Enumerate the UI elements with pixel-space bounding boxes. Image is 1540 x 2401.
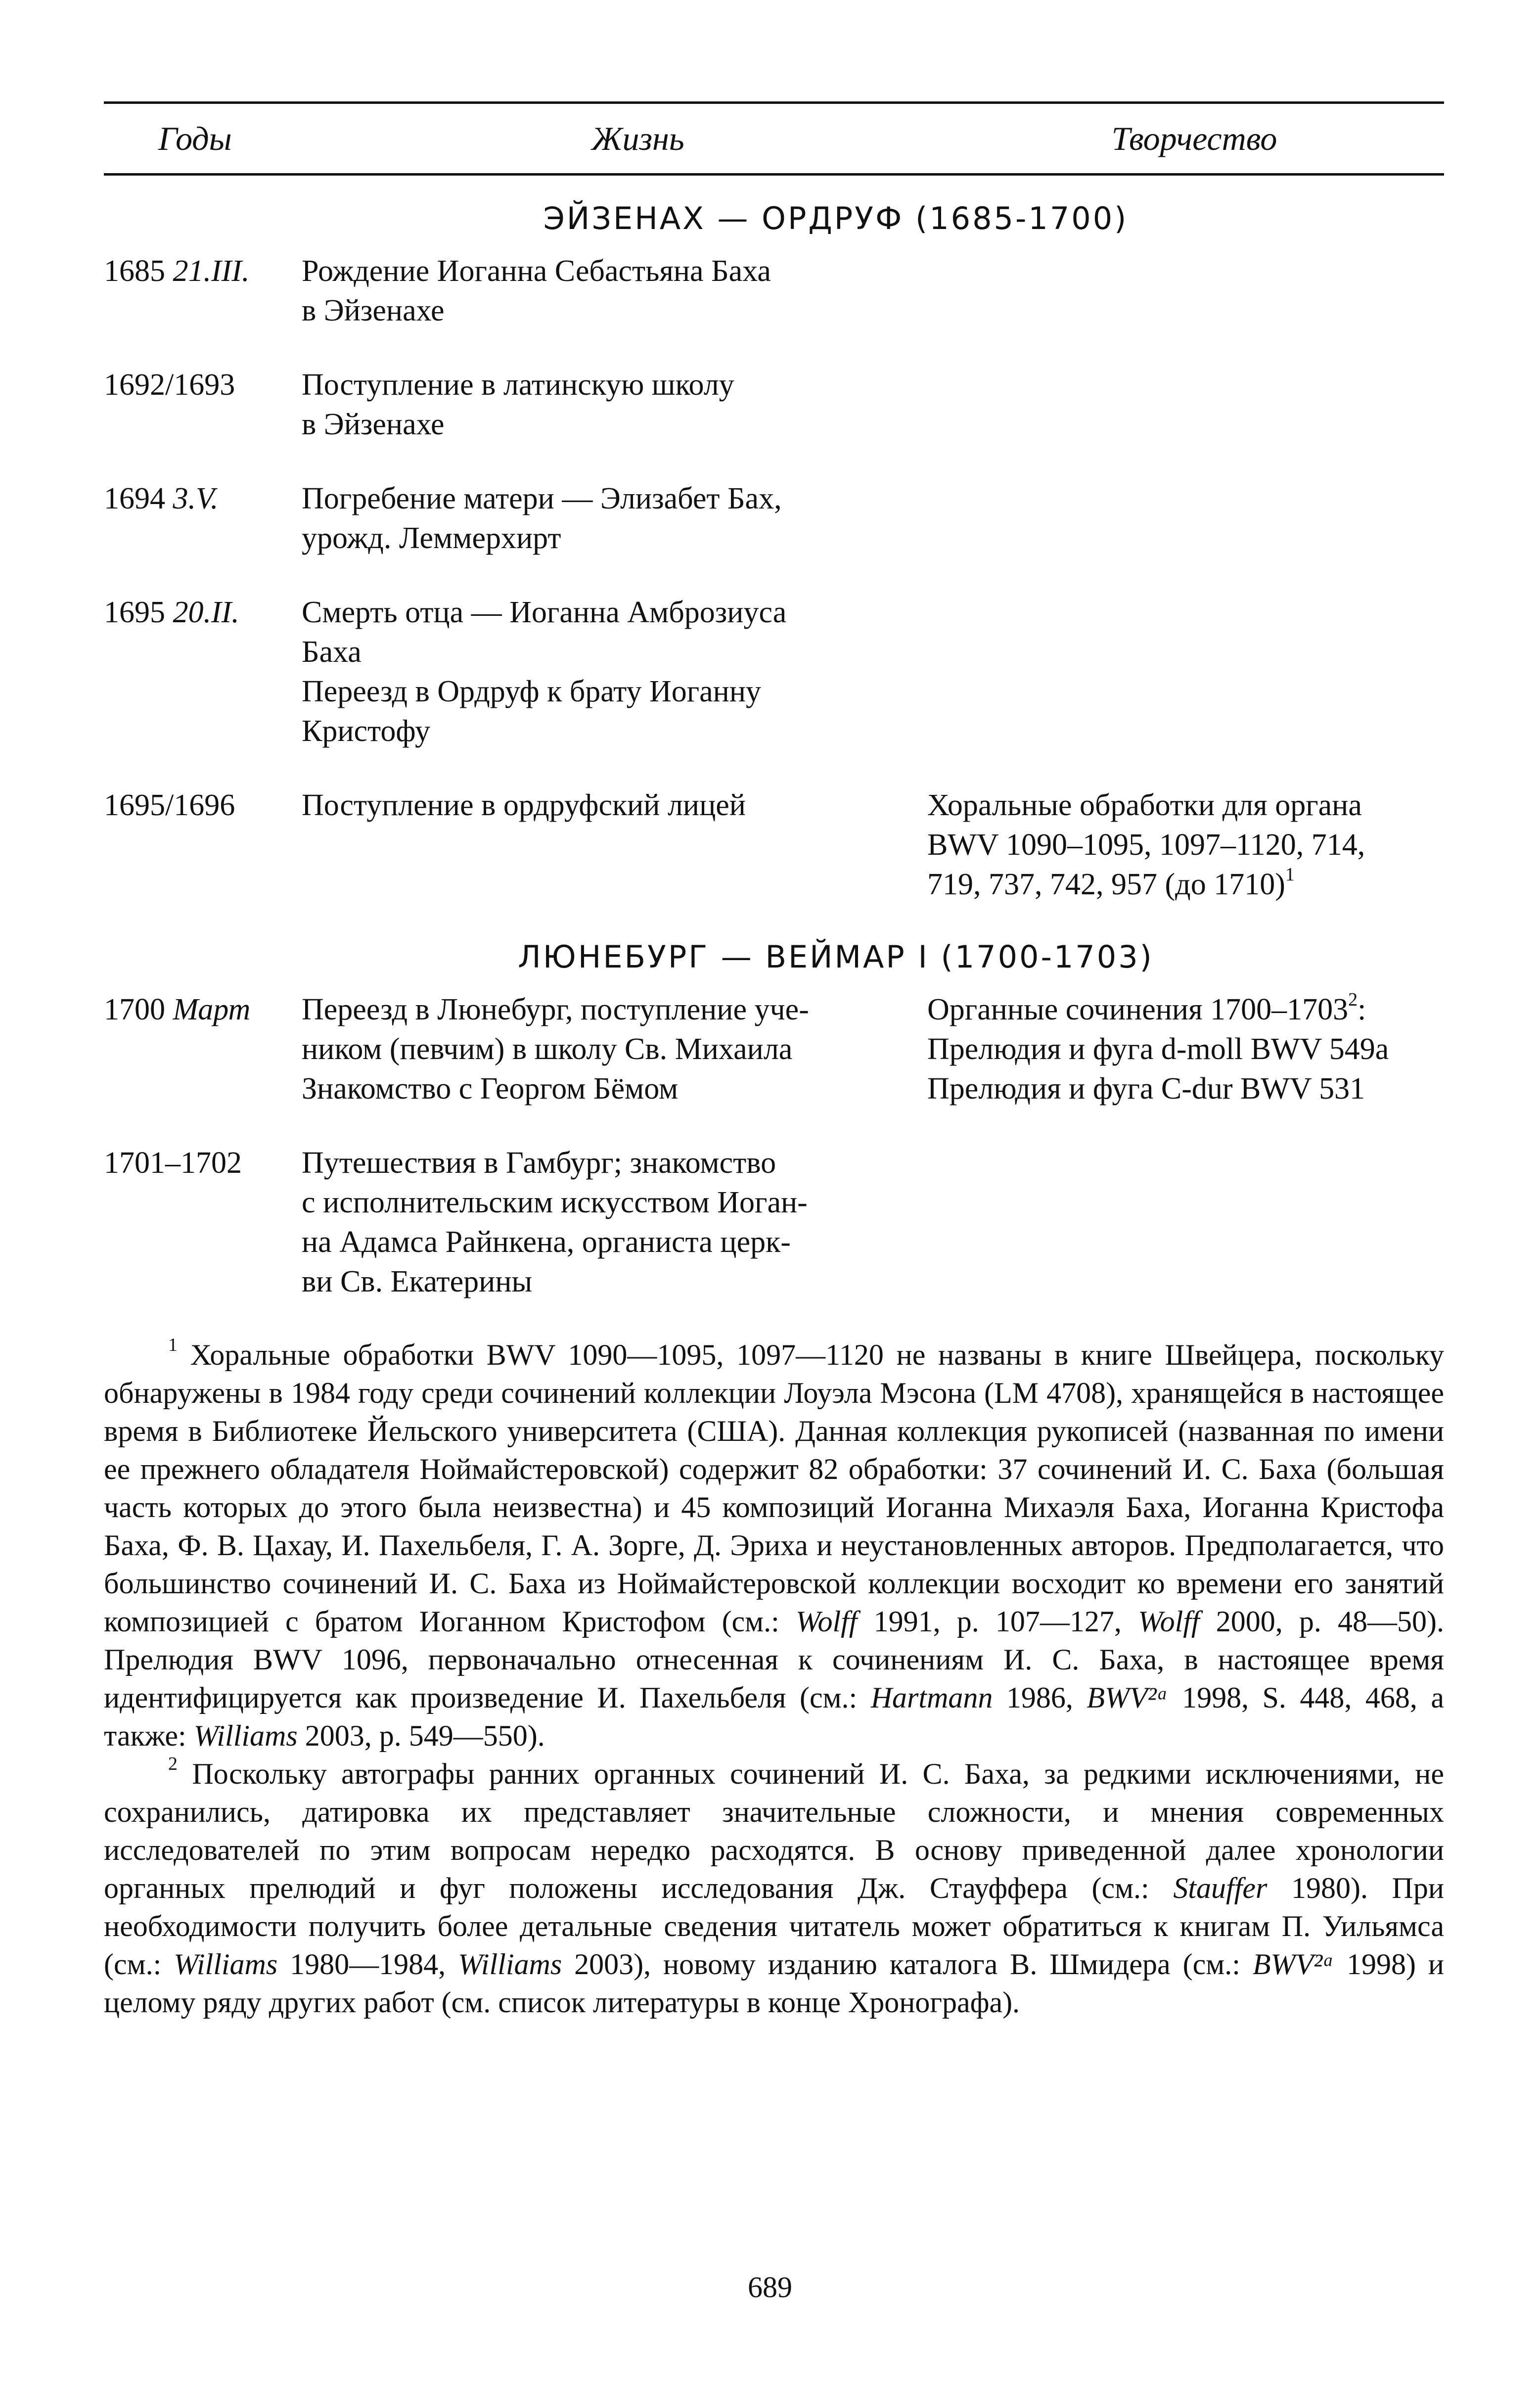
chronology-row <box>104 1143 1444 1301</box>
chronology-row <box>104 593 1444 751</box>
row-life <box>302 251 890 330</box>
row-life <box>302 365 890 444</box>
life-line: ником (певчим) в школу Св. Михаила <box>302 1032 793 1066</box>
life-line: Рождение Иоганна Себастьяна Баха <box>302 254 771 288</box>
life-line: с исполнительским искусством Иоган- <box>302 1186 808 1219</box>
footnote-number: 2 <box>168 1754 178 1774</box>
row-year <box>104 593 302 751</box>
footnote-ref: 1 <box>1285 864 1295 885</box>
works-line: Хоральные обработки для органа <box>927 788 1362 822</box>
year-value: 1701–1702 <box>104 1146 242 1180</box>
chronology-row <box>104 365 1444 444</box>
row-year <box>104 365 302 444</box>
year-value: 1694 <box>104 482 165 515</box>
citation-author: Hartmann <box>870 1681 993 1714</box>
year-value: 1695 <box>104 596 165 629</box>
footnote-number: 1 <box>168 1335 178 1355</box>
year-date: Март <box>173 993 251 1026</box>
row-year <box>104 990 302 1108</box>
row-life <box>302 990 890 1108</box>
works-line: BWV 1090–1095, 1097–1120, 714, <box>927 828 1365 862</box>
life-line: урожд. Леммерхирт <box>302 521 561 555</box>
citation-author: Williams <box>193 1719 298 1752</box>
life-line: Путешествия в Гамбург; знакомство <box>302 1146 776 1180</box>
row-life <box>302 1143 890 1301</box>
row-life <box>302 785 890 904</box>
citation-author: BWV²ᵃ <box>1252 1948 1335 1981</box>
chronology-row <box>104 479 1444 558</box>
chronology-row <box>104 785 1444 904</box>
page-number: 689 <box>748 2271 792 2304</box>
year-date: 20.II. <box>173 596 239 629</box>
row-life <box>302 479 890 558</box>
header-life: Жизнь <box>591 119 684 157</box>
works-line: 719, 737, 742, 957 (до 1710)$^1$ <box>927 864 1295 901</box>
rows-eisenach <box>104 251 1444 904</box>
row-works <box>927 785 1444 904</box>
life-line: Кристофу <box>302 714 430 748</box>
chronology-row <box>104 251 1444 330</box>
section-title-eisenach: ЭЙЗЕНАХ — ОРДРУФ (1685-1700) <box>543 200 1129 236</box>
works-line: Прелюдия и фуга C-dur BWV 531 <box>927 1072 1365 1106</box>
citation-author: Williams <box>174 1948 278 1981</box>
citation-author: Williams <box>458 1948 562 1981</box>
life-line: ви Св. Екатерины <box>302 1265 533 1298</box>
footnote: $^2$ Поскольку автографы ранних органных сочинений И. С. Баха, за редкими исключениями, не сохранились, датировка их представляет значительные сложности, и мнения современных исследователей по этим вопросам нередко расходятся. В основу приведенной далее хронологии органных прелюдий и фуг положены исследования Дж. Стауффера (см.: Stauffer 1980). При необходимости получить более детальные сведения читатель может обратиться к книгам П. Уильямса (см.: Williams 1980—1984, Williams 2003), новому изданию каталога В. Шмидера (см.: BWV²ᵃ 1998) и целому ряду других работ (см. список литературы в конце Хронографа). <box>104 1754 1445 2019</box>
row-year <box>104 785 302 904</box>
row-works <box>927 990 1444 1108</box>
year-value: 1700 <box>104 993 165 1026</box>
life-line: Баха <box>302 635 362 669</box>
year-date: 3.V. <box>173 482 219 515</box>
page <box>104 101 1444 2022</box>
citation-author: BWV²ᵃ <box>1087 1681 1169 1714</box>
header-works: Творчество <box>1111 119 1277 157</box>
header-years: Годы <box>158 119 232 157</box>
life-line: Поступление в латинскую школу <box>302 368 734 402</box>
row-life <box>302 593 890 751</box>
life-line: на Адамса Райнкена, органиста церк- <box>302 1225 791 1259</box>
works-line: Органные сочинения 1700–1703$^2$: <box>927 989 1366 1026</box>
life-line: Смерть отца — Иоганна Амброзиуса <box>302 596 787 629</box>
year-value: 1695/1696 <box>104 788 235 822</box>
life-line: Знакомство с Георгом Бёмом <box>302 1072 679 1106</box>
header-rule <box>104 173 1444 176</box>
citation-author: Wolff <box>1138 1605 1200 1638</box>
footnotes <box>104 1336 1444 2022</box>
table-header <box>104 104 1444 173</box>
life-line: Переезд в Люнебург, поступление уче- <box>302 993 809 1026</box>
life-line: в Эйзенахе <box>302 408 445 441</box>
row-year <box>104 479 302 558</box>
citation-author: Wolff <box>795 1605 858 1638</box>
row-year <box>104 251 302 330</box>
year-value: 1685 <box>104 254 165 288</box>
footnote: $^1$ Хоральные обработки BWV 1090—1095, 1097—1120 не названы в книге Швейцера, поскольку обнаружены в 1984 году среди сочинений коллекции Лоуэла Мэсона (LM 4708), хранящейся в настоящее время в Библиотеке Йельского университета (США). Данная коллекция рукописей (названная по имени ее прежнего обладателя Ноймайстеровской) содержит 82 обработки: 37 сочинений И. С. Баха (большая часть которых до этого была неизвестна) и 45 композиций Иоганна Михаэля Баха, Иоганна Кристофа Баха, Ф. В. Цахау, И. Пахельбеля, Г. А. Зорге, Д. Эриха и неустановленных авторов. Предполагается, что большинство сочинений И. С. Баха из Ноймайстеровской коллекции восходит ко времени его занятий композицией с братом Иоганном Кристофом (см.: Wolff 1991, p. 107—127, Wolff 2000, p. 48—50). Прелюдия BWV 1096, первоначально отнесенная к сочинениям И. С. Баха, в настоящее время идентифицируется как произведение И. Пахельбеля (см.: Hartmann 1986, BWV²ᵃ 1998, S. 448, 468, а также: Williams 2003, p. 549—550). <box>104 1335 1445 1752</box>
section-title-luneburg: ЛЮНЕБУРГ — ВЕЙМАР I (1700-1703) <box>518 939 1154 975</box>
life-line: Поступление в ордруфский лицей <box>302 788 746 822</box>
life-line: в Эйзенахе <box>302 294 445 327</box>
year-date: 21.III. <box>173 254 250 288</box>
year-value: 1692/1693 <box>104 368 235 402</box>
citation-author: Stauffer <box>1173 1872 1268 1904</box>
row-year <box>104 1143 302 1301</box>
works-line: Прелюдия и фуга d-moll BWV 549a <box>927 1032 1389 1066</box>
chronology-row <box>104 990 1444 1108</box>
rows-luneburg <box>104 990 1444 1301</box>
life-line: Переезд в Ордруф к брату Иоганну <box>302 675 762 708</box>
footnote-ref: 2 <box>1348 989 1358 1010</box>
life-line: Погребение матери — Элизабет Бах, <box>302 482 782 515</box>
